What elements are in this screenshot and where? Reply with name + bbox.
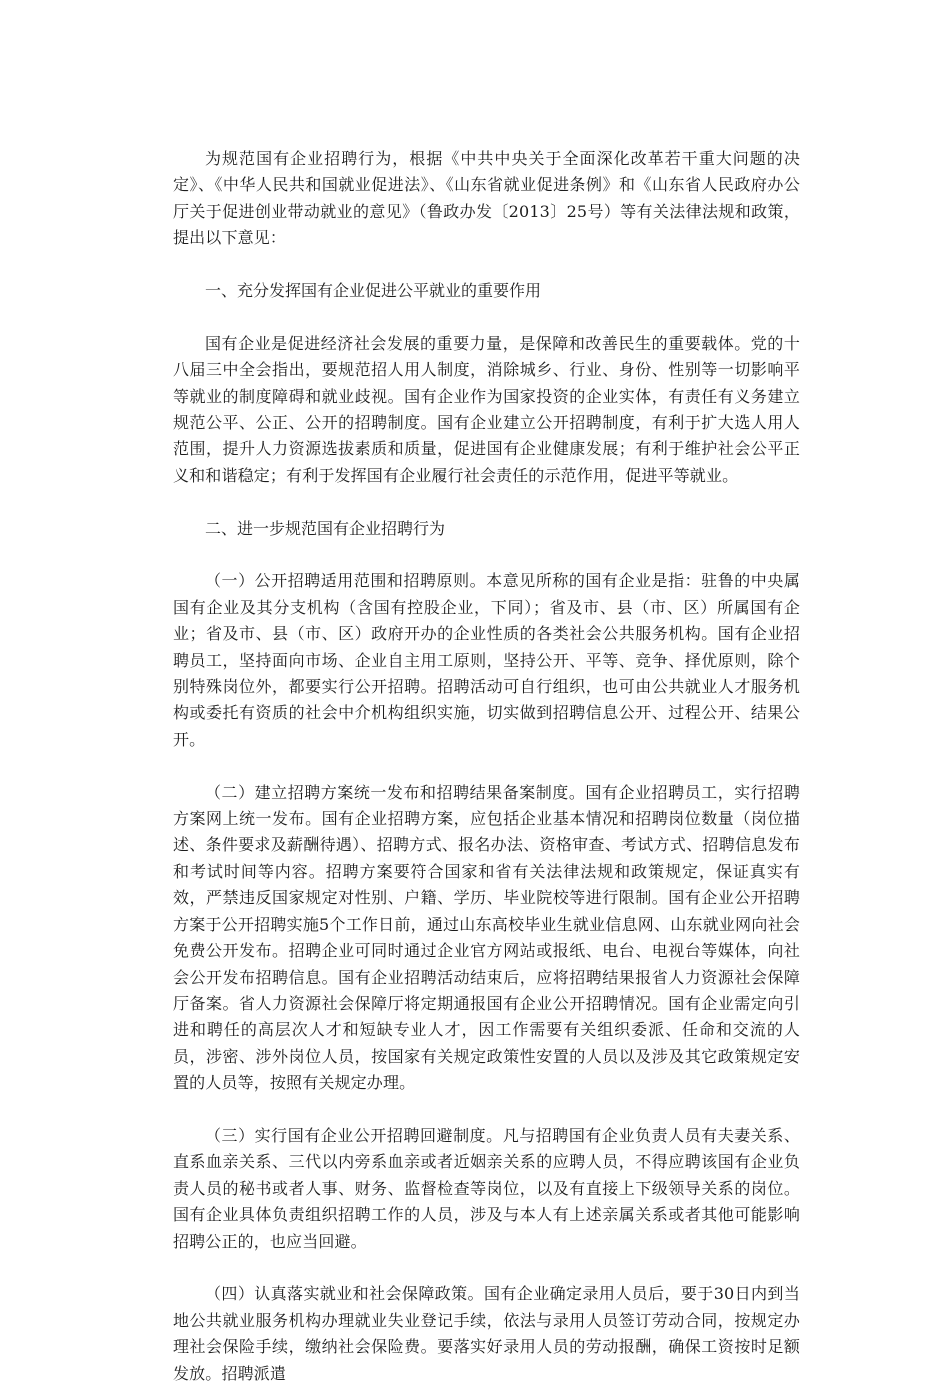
item-2-paragraph: （二）建立招聘方案统一发布和招聘结果备案制度。国有企业招聘员工，实行招聘方案网上统一发布。国有企业招聘方案，应包括企业基本情况和招聘岗位数量（岗位描述、条件要求及薪酬待遇）、招聘方式、报名办法、资格审查、考试方式、招聘信息发布和考试时间等内容。招聘方案要符合国家和省有关法律法规和政策规定，保证真实有效，严禁违反国家规定对性别、户籍、学历、毕业院校等进行限制。国有企业公开招聘方案于公开招聘实施5个工作日前，通过山东高校毕业生就业信息网、山东就业网向社会免费公开发布。招聘企业可同时通过企业官方网站或报纸、电台、电视台等媒体，向社会公开发布招聘信息。国有企业招聘活动结束后，应将招聘结果报省人力资源社会保障厅备案。省人力资源社会保障厅将定期通报国有企业公开招聘情况。国有企业需定向引进和聘任的高层次人才和短缺专业人才，因工作需要有关组织委派、任命和交流的人员，涉密、涉外岗位人员，按国家有关规定政策性安置的人员以及涉及其它政策规定安置的人员等，按照有关规定办理。 <box>173 782 800 1093</box>
spacer <box>173 542 800 568</box>
spacer <box>173 252 800 278</box>
document-page <box>173 146 800 1387</box>
intro-paragraph: 为规范国有企业招聘行为，根据《中共中央关于全面深化改革若干重大问题的决定》、《中华人民共和国就业促进法》、《山东省就业促进条例》和《山东省人民政府办公厅关于促进创业带动就业的意见》（鲁政办发〔2013〕25号）等有关法律法规和政策，提出以下意见： <box>173 149 800 248</box>
item-4-paragraph: （四）认真落实就业和社会保障政策。国有企业确定录用人员后，要于30日内到当地公共就业服务机构办理就业失业登记手续，依法与录用人员签订劳动合同，按规定办理社会保险手续，缴纳社会保险费。要落实好录用人员的劳动报酬，确保工资按时足额发放。招聘派遣 <box>173 1284 800 1383</box>
spacer <box>173 489 800 515</box>
spacer <box>173 1255 800 1281</box>
item-3-paragraph: （三）实行国有企业公开招聘回避制度。凡与招聘国有企业负责人员有夫妻关系、直系血亲关系、三代以内旁系血亲或者近姻亲关系的应聘人员，不得应聘该国有企业负责人员的秘书或者人事、财务、监督检查等岗位，以及有直接上下级领导关系的岗位。国有企业具体负责组织招聘工作的人员，涉及与本人有上述亲属关系或者其他可能影响招聘公正的，也应当回避。 <box>173 1125 800 1251</box>
item-1-paragraph: （一）公开招聘适用范围和招聘原则。本意见所称的国有企业是指：驻鲁的中央属国有企业及其分支机构（含国有控股企业，下同）；省及市、县（市、区）所属国有企业；省及市、县（市、区）政府开办的企业性质的各类社会公共服务机构。国有企业招聘员工，坚持面向市场、企业自主用工原则，坚持公开、平等、竞争、择优原则，除个别特殊岗位外，都要实行公开招聘。招聘活动可自行组织，也可由公共就业人才服务机构或委托有资质的社会中介机构组织实施，切实做到招聘信息公开、过程公开、结果公开。 <box>173 571 800 749</box>
spacer <box>173 304 800 330</box>
section-heading-2: 二、进一步规范国有企业招聘行为 <box>205 518 446 538</box>
spacer <box>173 1097 800 1123</box>
spacer <box>173 753 800 779</box>
section-heading-1: 一、充分发挥国有企业促进公平就业的重要作用 <box>205 281 542 301</box>
section-1-paragraph: 国有企业是促进经济社会发展的重要力量，是保障和改善民生的重要载体。党的十八届三中全会指出，要规范招人用人制度，消除城乡、行业、身份、性别等一切影响平等就业的制度障碍和就业歧视。国有企业作为国家投资的企业实体，有责任有义务建立规范公平、公正、公开的招聘制度。国有企业建立公开招聘制度，有利于扩大选人用人范围，提升人力资源选拔素质和质量，促进国有企业健康发展；有利于维护社会公平正义和和谐稳定；有利于发挥国有企业履行社会责任的示范作用，促进平等就业。 <box>173 333 800 485</box>
